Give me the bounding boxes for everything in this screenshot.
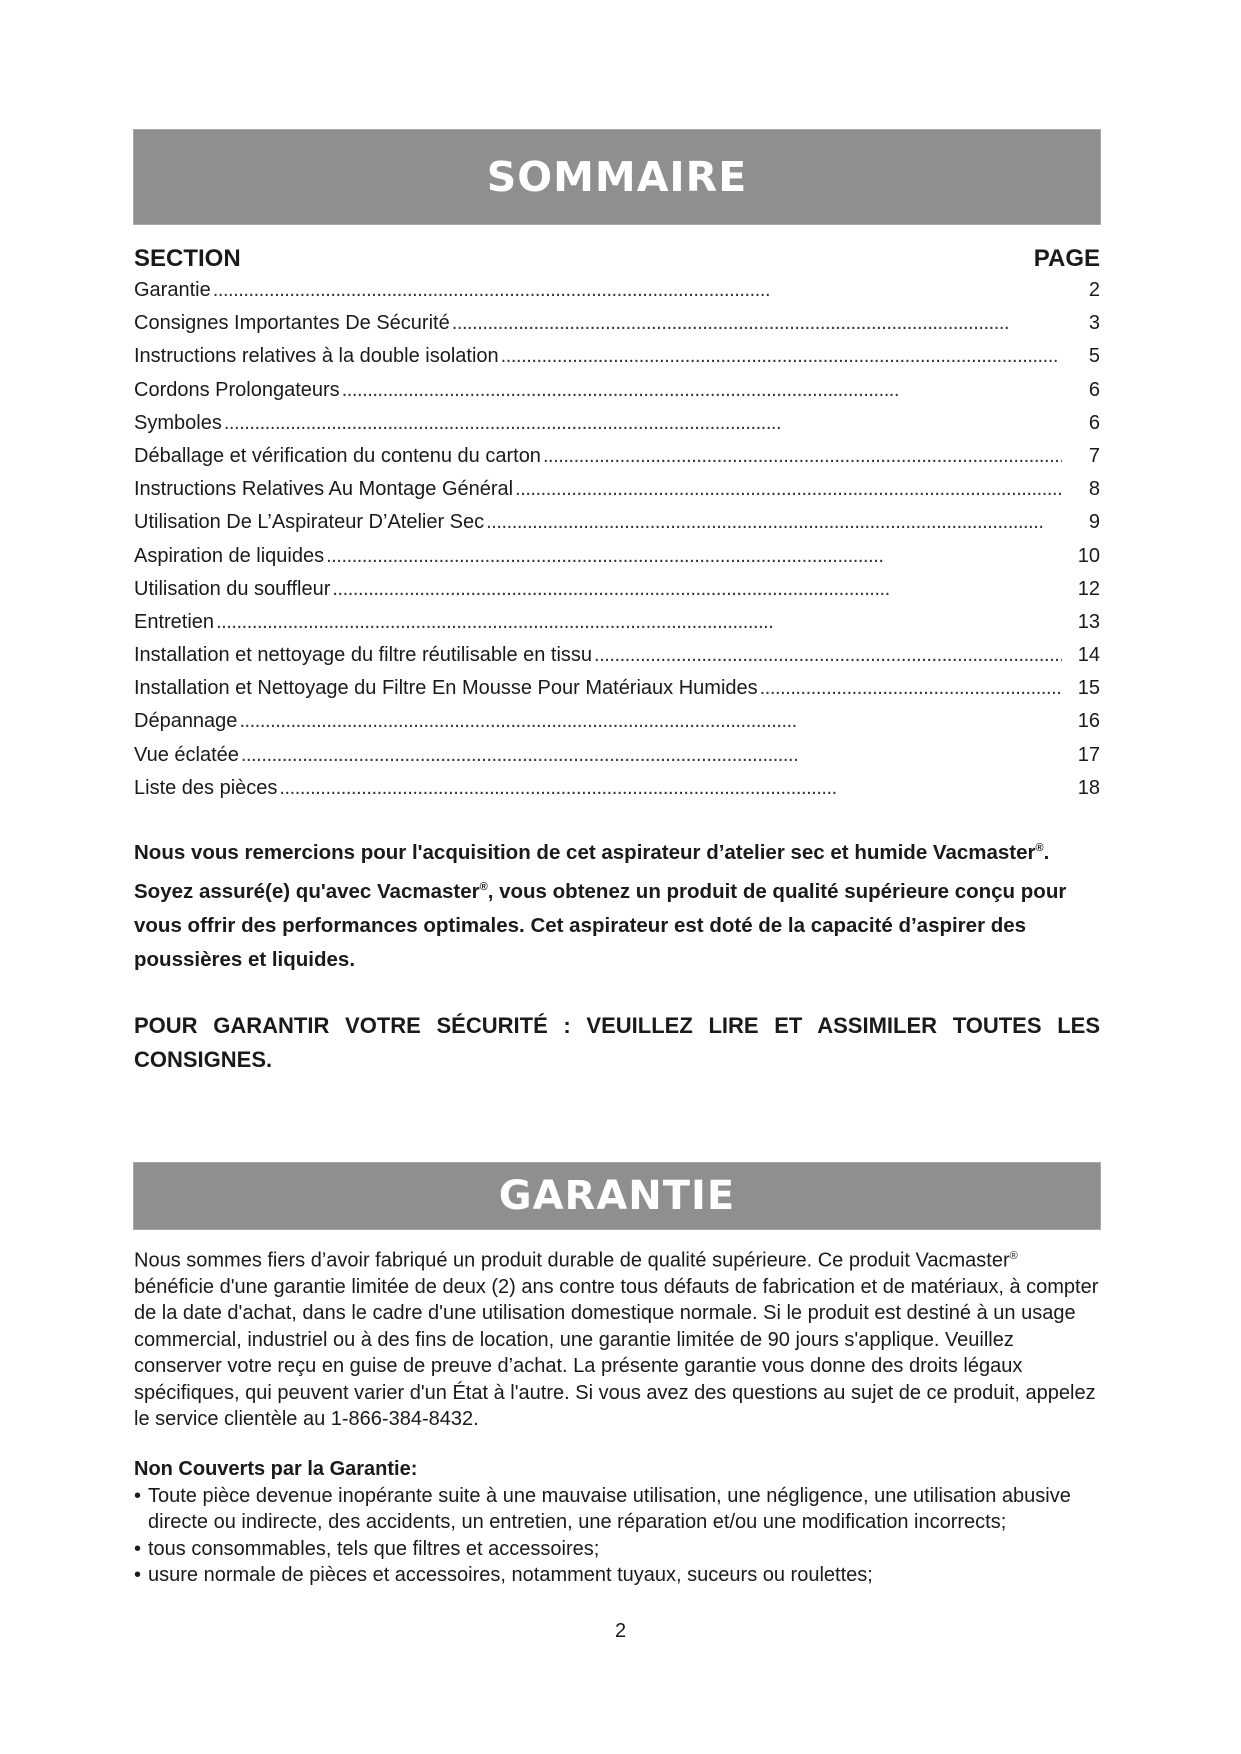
toc-entry[interactable] bbox=[134, 374, 1100, 407]
warranty-text-part: bénéficie d'une garantie limitée de deux (2) ans contre tous défauts de fabrication et de matériaux, à compter de la date d'achat, dans le cadre d'une utilisation domestique normale. Si le produit est destiné à un usage commercial, industriel ou à des fins de location, une garantie limitée de 90 jours s'applique. Veuillez conserver votre reçu en guise de preuve d’achat. La présente garantie vous donne des droits légaux spécifiques, qui peuvent varier d'un État à l'autre. Si vous avez des questions au sujet de ce produit, appelez le service clientèle au 1-866-384-8432. bbox=[134, 1275, 1099, 1431]
toc-entry-title: Utilisation du souffleur bbox=[134, 577, 331, 600]
toc-entry-title: Liste des pièces bbox=[134, 776, 278, 799]
list-item: • tous consommables, tels que filtres et accessoires; bbox=[134, 1536, 1100, 1563]
warranty-text-part: Nous sommes fiers d’avoir fabriqué un produit durable de qualité supérieure. Ce produit Vacmaster bbox=[134, 1249, 1010, 1272]
toc-entry-title: Dépannage bbox=[134, 710, 238, 733]
not-covered-heading: Non Couverts par la Garantie: bbox=[134, 1457, 418, 1480]
list-item: • usure normale de pièces et accessoires, notamment tuyaux, suceurs ou roulettes; bbox=[134, 1562, 1100, 1589]
section-column-label: SECTION bbox=[134, 245, 241, 272]
toc-entry[interactable] bbox=[134, 739, 1100, 772]
toc-entry[interactable] bbox=[134, 573, 1100, 606]
leader-dots bbox=[452, 307, 1062, 340]
toc-entry-page: 13 bbox=[1077, 610, 1100, 633]
toc-entry-page: 5 bbox=[1088, 345, 1100, 368]
page-number: 2 bbox=[614, 1620, 627, 1642]
toc-entry-page: 3 bbox=[1088, 312, 1100, 335]
toc-entry-page: 12 bbox=[1077, 577, 1100, 600]
toc-entry-title: Consignes Importantes De Sécurité bbox=[134, 312, 450, 335]
leader-dots bbox=[501, 340, 1062, 373]
toc-entry-page: 18 bbox=[1077, 776, 1100, 799]
toc-entry-title: Installation et Nettoyage du Filtre En Mousse Pour Matériaux Humides bbox=[134, 677, 758, 700]
garantie-banner bbox=[134, 1163, 1100, 1229]
thanks-text-part: . Soyez assuré(e) qu'avec Vacmaster bbox=[134, 840, 1050, 903]
toc-entry-title: Instructions Relatives Au Montage Général bbox=[134, 478, 514, 501]
leader-dots bbox=[224, 407, 1062, 440]
toc-entry[interactable] bbox=[134, 440, 1100, 473]
thanks-text-part: , vous obtenez un produit de qualité supérieure conçu pour vous offrir des performances optimales. Cet aspirateur est doté de la capacité d’aspirer des poussières et liquides. bbox=[134, 879, 1067, 971]
toc-entry-page: 9 bbox=[1088, 511, 1100, 534]
toc-entry-page: 16 bbox=[1077, 710, 1100, 733]
leader-dots bbox=[515, 473, 1062, 506]
leader-dots bbox=[332, 573, 1062, 606]
toc-entry-title: Installation et nettoyage du filtre réutilisable en tissu bbox=[134, 644, 593, 667]
toc-entry[interactable] bbox=[134, 705, 1100, 738]
toc-entry[interactable] bbox=[134, 639, 1100, 672]
toc-entry[interactable] bbox=[134, 506, 1100, 539]
page-column-label: PAGE bbox=[1033, 245, 1100, 272]
toc-entry-page: 8 bbox=[1088, 478, 1100, 501]
toc-entry-title: Déballage et vérification du contenu du carton bbox=[134, 444, 541, 467]
leader-dots bbox=[486, 506, 1062, 539]
sommaire-title: SOMMAIRE bbox=[486, 153, 748, 201]
leader-dots bbox=[594, 639, 1062, 672]
toc-entry-page: 15 bbox=[1077, 677, 1100, 700]
page-content bbox=[134, 130, 1100, 1589]
toc-entry-title: Instructions relatives à la double isolation bbox=[134, 345, 499, 368]
toc-entry[interactable] bbox=[134, 672, 1100, 705]
toc-header bbox=[134, 244, 1100, 274]
toc-entry-page: 17 bbox=[1077, 743, 1100, 766]
toc-entry[interactable] bbox=[134, 407, 1100, 440]
not-covered-list bbox=[134, 1483, 1100, 1589]
toc-entry[interactable] bbox=[134, 606, 1100, 639]
registered-mark: ® bbox=[1035, 842, 1044, 854]
table-of-contents bbox=[134, 244, 1100, 805]
toc-entry-title: Cordons Prolongateurs bbox=[134, 378, 340, 401]
toc-entry-title: Garantie bbox=[134, 279, 211, 301]
toc-entry[interactable] bbox=[134, 473, 1100, 506]
toc-entry-page: 6 bbox=[1088, 411, 1100, 434]
leader-dots bbox=[326, 540, 1062, 573]
registered-mark: ® bbox=[1009, 1249, 1018, 1262]
toc-entry[interactable] bbox=[134, 772, 1100, 805]
thanks-text-part: Nous vous remercions pour l'acquisition de cet aspirateur d’atelier sec et humide Vacmaster bbox=[134, 840, 1036, 864]
leader-dots bbox=[279, 772, 1062, 805]
toc-entry-title: Aspiration de liquides bbox=[134, 544, 325, 567]
leader-dots bbox=[543, 440, 1062, 473]
toc-entry[interactable] bbox=[134, 274, 1100, 307]
list-item: • Toute pièce devenue inopérante suite à une mauvaise utilisation, une négligence, une utilisation abusive directe ou indirecte, des accidents, un entretien, une réparation et/ou une modification incorrects; bbox=[134, 1483, 1100, 1536]
toc-entry-page: 14 bbox=[1077, 644, 1100, 667]
garantie-title: GARANTIE bbox=[498, 1172, 736, 1219]
warranty-paragraph bbox=[134, 1243, 1100, 1433]
toc-entry-page: 6 bbox=[1088, 378, 1100, 401]
toc-entry-page: 7 bbox=[1088, 444, 1100, 467]
thank-you-paragraph bbox=[134, 831, 1100, 977]
leader-dots bbox=[216, 606, 1062, 639]
leader-dots bbox=[342, 374, 1062, 407]
toc-entry[interactable] bbox=[134, 307, 1100, 340]
toc-entry[interactable] bbox=[134, 540, 1100, 573]
toc-list bbox=[134, 274, 1100, 805]
toc-entry-page: 2 bbox=[1088, 279, 1100, 301]
safety-warning: POUR GARANTIR VOTRE SÉCURITÉ : VEUILLEZ LIRE ET ASSIMILER TOUTES LES CONSIGNES. bbox=[134, 1012, 1100, 1072]
sommaire-banner bbox=[134, 130, 1100, 224]
leader-dots bbox=[760, 672, 1062, 705]
toc-entry-title: Symboles bbox=[134, 411, 222, 434]
toc-entry[interactable] bbox=[134, 340, 1100, 373]
toc-entry-title: Utilisation De L’Aspirateur D’Atelier Sec bbox=[134, 511, 485, 534]
toc-entry-page: 10 bbox=[1077, 544, 1100, 567]
registered-mark: ® bbox=[479, 880, 488, 893]
toc-entry-title: Vue éclatée bbox=[134, 743, 239, 766]
leader-dots bbox=[241, 739, 1062, 772]
leader-dots bbox=[213, 274, 1062, 307]
toc-entry-title: Entretien bbox=[134, 610, 215, 633]
leader-dots bbox=[239, 705, 1062, 738]
